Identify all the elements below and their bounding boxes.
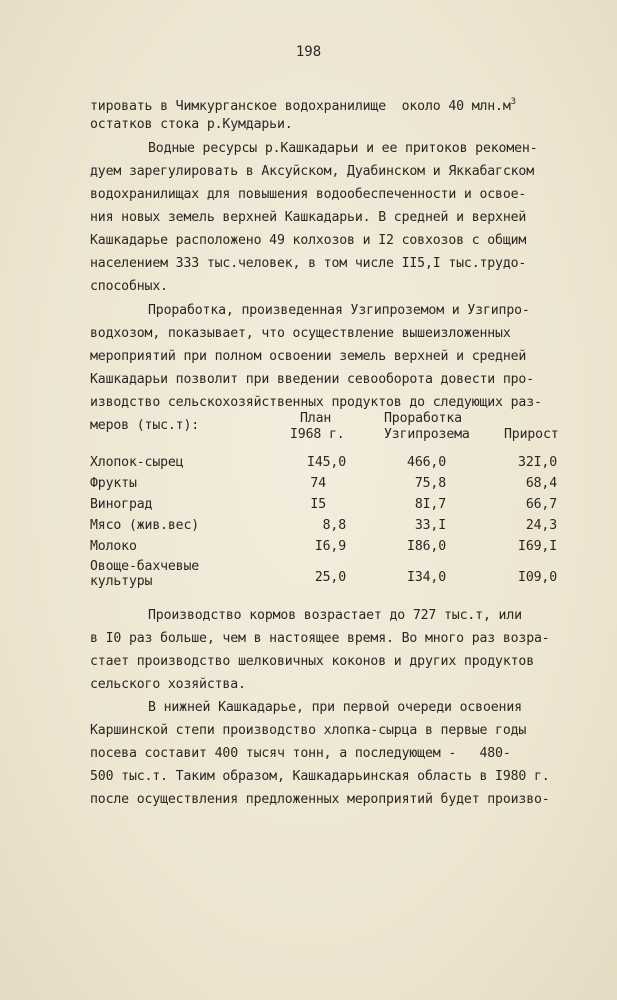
row-project: 75,8 [414, 476, 446, 491]
table-header-growth: Прирост [504, 427, 559, 442]
text-line: В нижней Кашкадарье, при первой очереди освоения [148, 700, 522, 715]
text-line: водхозом, показывает, что осуществление вышеизложенных [90, 326, 511, 341]
row-name-continued: культуры [90, 574, 153, 589]
text-line-content: тировать в Чимкурганское водохранилище около 40 млн.м [90, 99, 511, 114]
text-line: Каршинской степи производство хлопка-сырца в первые годы [90, 723, 527, 738]
row-project: I34,0 [407, 570, 446, 585]
text-line: Проработка, произведенная Узгипроземом и Узгипро- [148, 303, 530, 318]
text-line: Кашкадарье расположено 49 колхозов и I2 совхозов с общим [90, 233, 527, 248]
table-header-plan-year: I968 г. [290, 427, 345, 442]
text-line: стает производство шелковичных коконов и других продуктов [90, 654, 535, 669]
row-growth: I69,I [518, 539, 557, 554]
row-name: Овоще-бахчевые [90, 559, 200, 574]
text-line: остатков стока р.Кумдарьи. [90, 117, 293, 132]
table-header-plan: План [300, 411, 332, 426]
row-name: Хлопок-сырец [90, 455, 184, 470]
row-plan: I6,9 [314, 539, 346, 554]
page-number: 198 [295, 44, 322, 60]
text-line: способных. [90, 279, 168, 294]
row-project: 33,I [414, 518, 446, 533]
row-growth: I09,0 [518, 570, 557, 585]
row-plan: 25,0 [314, 570, 346, 585]
text-line: Производство кормов возрастает до 727 тыс.т, или [148, 608, 522, 623]
text-line: Водные ресурсы р.Кашкадарьи и ее притоков рекомен- [148, 141, 538, 156]
row-growth: 24,3 [525, 518, 557, 533]
row-project: 8I,7 [414, 497, 446, 512]
table-header-project: Проработка [384, 411, 462, 426]
row-project: I86,0 [407, 539, 446, 554]
row-name: Молоко [90, 539, 137, 554]
text-line: посева составит 400 тысяч тонн, а последующем - 480- [90, 746, 511, 761]
row-name: Мясо (жив.вес) [90, 518, 200, 533]
text-line: после осуществления предложенных мероприятий будет произво- [90, 792, 550, 807]
table-header-project-org: Узгипрозема [384, 427, 470, 442]
row-growth: 66,7 [525, 497, 557, 512]
row-growth: 68,4 [525, 476, 557, 491]
row-growth: 32I,0 [518, 455, 557, 470]
row-plan: I45,0 [307, 455, 346, 470]
superscript: 3 [510, 97, 516, 107]
row-name: Фрукты [90, 476, 137, 491]
text-line: меров (тыс.т): [90, 418, 200, 433]
text-line: мероприятий при полном освоении земель верхней и средней [90, 349, 527, 364]
text-line: населением 333 тыс.человек, в том числе II5,I тыс.трудо- [90, 256, 527, 271]
row-plan: I5 [310, 497, 326, 512]
text-line: ния новых земель верхней Кашкадарьи. В средней и верхней [90, 210, 527, 225]
text-line: 500 тыс.т. Таким образом, Кашкадарьинская область в I980 г. [90, 769, 550, 784]
row-plan: 8,8 [322, 518, 346, 533]
text-line: сельского хозяйства. [90, 677, 246, 692]
text-line: водохранилищах для повышения водообеспеченности и освое- [90, 187, 527, 202]
text-line: дуем зарегулировать в Аксуйском, Дуабинском и Яккабагском [90, 164, 535, 179]
row-plan: 74 [310, 476, 326, 491]
text-line: изводство сельскохозяйственных продуктов до следующих раз- [90, 395, 542, 410]
text-line [90, 94, 516, 115]
text-line: в I0 раз больше, чем в настоящее время. Во много раз возра- [90, 631, 550, 646]
row-project: 466,0 [407, 455, 446, 470]
row-name: Виноград [90, 497, 153, 512]
text-line: Кашкадарьи позволит при введении севооборота довести про- [90, 372, 535, 387]
